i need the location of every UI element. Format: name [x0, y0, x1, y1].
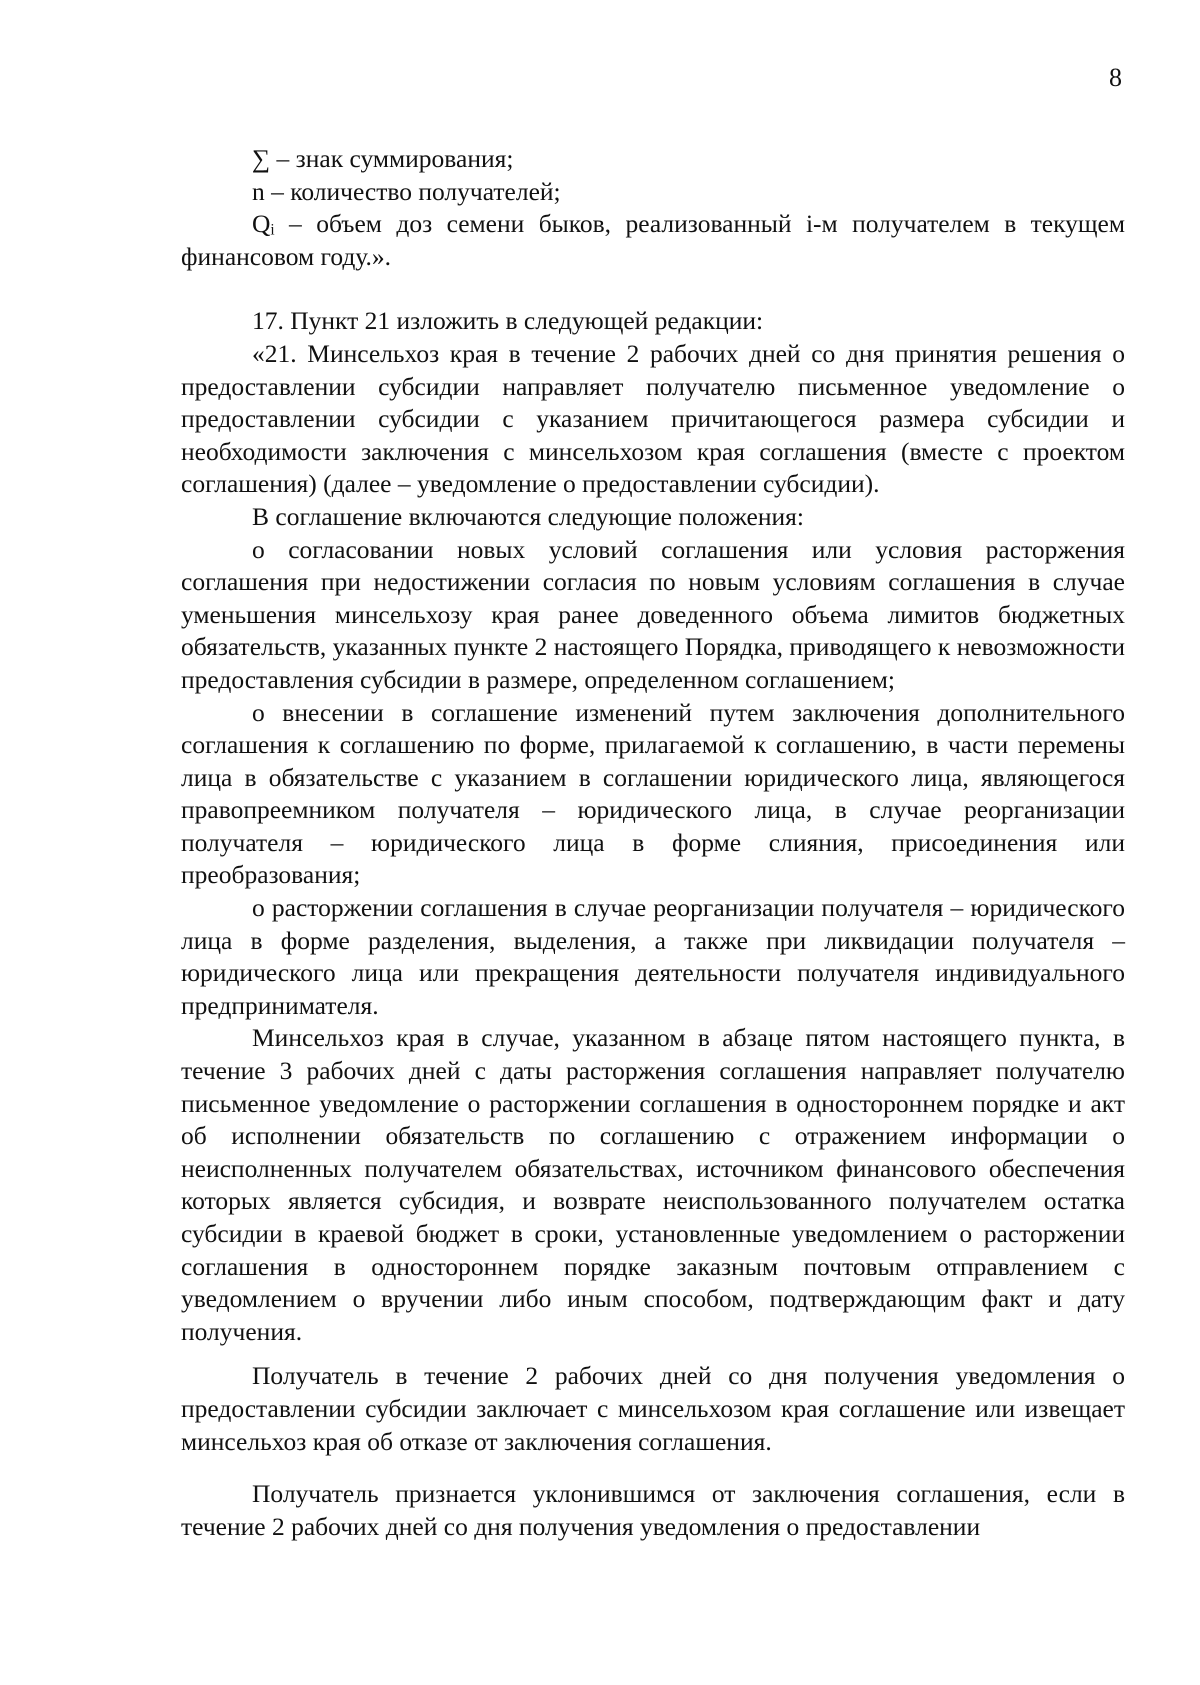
paragraph-sum-sign: ∑ – знак суммирования;: [252, 144, 514, 173]
document-body: [181, 143, 1125, 1543]
paragraph-item-21: «21. Минсельхоз края в течение 2 рабочих дней со дня принятия решения о предоставлении субсидии направляет получателю письменное уведомление о предоставлении субсидии с указанием причитающегося размера субсидии и необходимости заключения с минсельхозом края соглашения (вместе с проектом соглашения) (далее – уведомление о предоставлении субсидии).: [181, 338, 1125, 499]
paragraph-recipient-concludes: Получатель в течение 2 рабочих дней со дня получения уведомления о предоставлении субсидии заключает с минсельхозом края соглашение или извещает минсельхоз края об отказе от заключения соглашения.: [181, 1361, 1125, 1456]
paragraph-dose-volume: Qᵢ – объем доз семени быков, реализованный i-м получателем в текущем финансовом году.».: [181, 209, 1125, 271]
paragraph-amendments: о внесении в соглашение изменений путем заключения дополнительного соглашения к соглашению по форме, прилагаемой к соглашению, в части перемены лица в обязательстве с указанием в соглашении юридического лица, являющегося правопреемником получателя – юридического лица, в случае реорганизации получателя – юридического лица в форме слияния, присоединения или преобразования;: [181, 697, 1125, 890]
paragraph-termination: о расторжении соглашения в случае реорганизации получателя – юридического лица в форме разделения, выделения, а также при ликвидации получателя – юридического лица или прекращения деятельности получателя индивидуального предпринимателя.: [181, 893, 1125, 1020]
paragraph-termination-notice: Минсельхоз края в случае, указанном в абзаце пятом настоящего пункта, в течение 3 рабочих дней с даты расторжения соглашения направляет получателю письменное уведомление о расторжении соглашения в одностороннем порядке и акт об исполнении обязательств по соглашению с отражением информации о неисполненных получателем обязательствах, источником финансового обеспечения которых является субсидия, и возврате неиспользованного получателем остатка субсидии в краевой бюджет в сроки, установленные уведомлением о расторжении соглашения в одностороннем порядке заказным почтовым отправлением с уведомлением о вручении либо иным способом, подтверждающим факт и дату получения.: [181, 1023, 1125, 1346]
paragraph-new-conditions: о согласовании новых условий соглашения или условия расторжения соглашения при недостижении согласия по новым условиям соглашения в случае уменьшения минсельхозу края ранее доведенного объема лимитов бюджетных обязательств, указанных пункте 2 настоящего Порядка, приводящего к невозможности предоставления субсидии в размере, определенном соглашением;: [181, 534, 1125, 694]
paragraph-recipient-count: n – количество получателей;: [252, 176, 561, 206]
paragraph-agreement-provisions: В соглашение включаются следующие положения:: [252, 501, 804, 531]
paragraph-item-17: 17. Пункт 21 изложить в следующей редакции:: [252, 306, 764, 336]
paragraph-recipient-evades: Получатель признается уклонившимся от заключения соглашения, если в течение 2 рабочих дней со дня получения уведомления о предоставлении: [181, 1479, 1125, 1541]
page-number: 8: [1109, 63, 1122, 92]
